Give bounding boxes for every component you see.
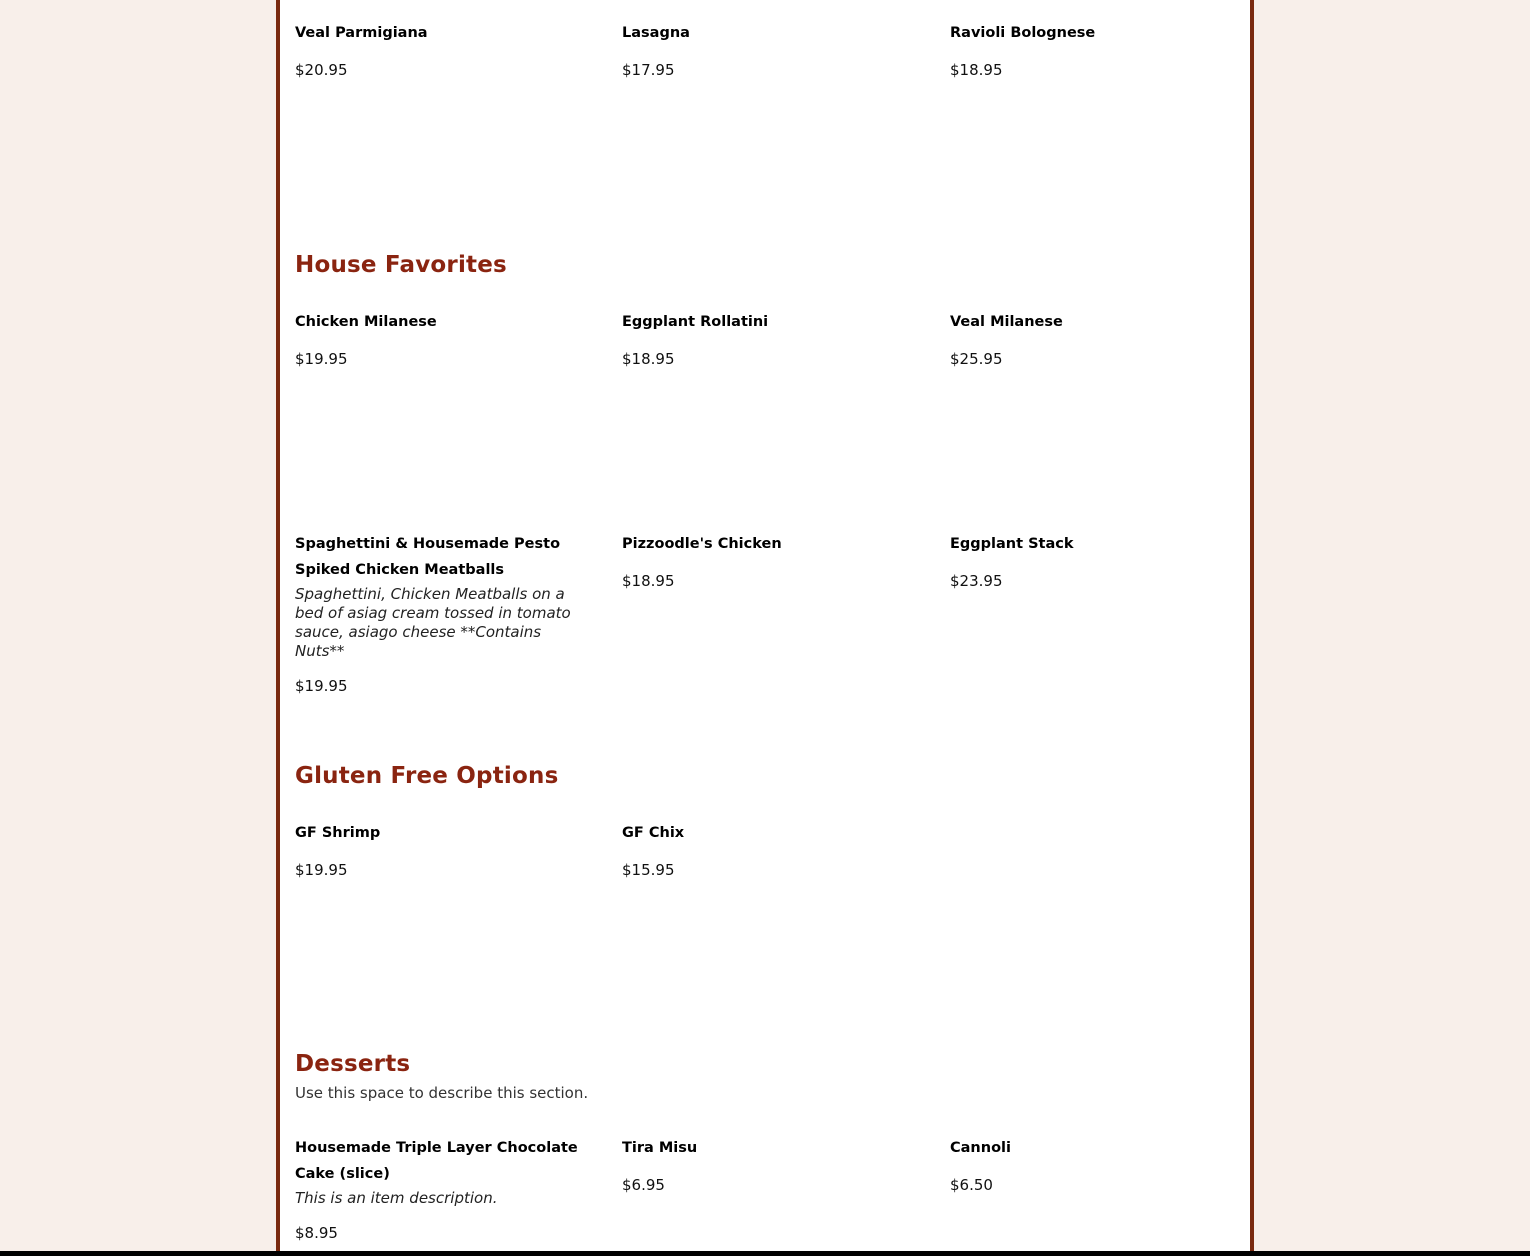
menu-item — [622, 1135, 912, 1195]
item-price: $18.95 — [950, 61, 1003, 79]
item-price: $19.95 — [295, 350, 348, 368]
item-name: Cannoli — [950, 1140, 1011, 1156]
section-title-gluten-free: Gluten Free Options — [295, 763, 559, 789]
item-name: GF Chix — [622, 825, 685, 841]
bottom-edge-bar — [0, 1251, 1530, 1256]
section-title-desserts: Desserts — [295, 1051, 411, 1077]
item-name: Tira Misu — [622, 1140, 698, 1156]
item-name: Chicken Milanese — [295, 314, 437, 330]
menu-item — [295, 1135, 585, 1243]
item-price: $15.95 — [622, 861, 675, 879]
item-name: Eggplant Rollatini — [622, 314, 769, 330]
item-price: $19.95 — [295, 861, 348, 879]
item-description: Spaghettini, Chicken Meatballs on a bed of asiag cream tossed in tomato sauce, asiago cheese **Contains Nuts** — [295, 585, 571, 660]
menu-item — [622, 20, 912, 80]
item-name: Veal Parmigiana — [295, 25, 428, 41]
item-price: $20.95 — [295, 61, 348, 79]
item-price: $19.95 — [295, 677, 348, 695]
item-price: $6.50 — [950, 1176, 993, 1194]
item-name: Veal Milanese — [950, 314, 1063, 330]
item-price: $8.95 — [295, 1224, 338, 1242]
menu-item — [295, 820, 585, 880]
menu-item — [295, 20, 585, 80]
item-name: Housemade Triple Layer Chocolate Cake (slice) — [295, 1140, 578, 1182]
menu-item — [950, 20, 1240, 80]
item-price: $18.95 — [622, 350, 675, 368]
menu-item — [622, 531, 912, 591]
item-price: $25.95 — [950, 350, 1003, 368]
section-title-house-favorites: House Favorites — [295, 252, 507, 278]
section-description: Use this space to describe this section. — [295, 1084, 589, 1102]
item-price: $6.95 — [622, 1176, 665, 1194]
menu-item — [950, 1135, 1240, 1195]
menu-item — [295, 309, 585, 369]
item-name: Lasagna — [622, 25, 690, 41]
item-name: Eggplant Stack — [950, 536, 1074, 552]
item-price: $18.95 — [622, 572, 675, 590]
item-description: This is an item description. — [295, 1189, 498, 1207]
item-price: $17.95 — [622, 61, 675, 79]
menu-item — [295, 531, 585, 696]
menu-item — [622, 309, 912, 369]
item-name: Spaghettini & Housemade Pesto Spiked Chicken Meatballs — [295, 536, 561, 578]
menu-item — [622, 820, 912, 880]
item-price: $23.95 — [950, 572, 1003, 590]
item-name: Pizzoodle's Chicken — [622, 536, 782, 552]
menu-item — [950, 531, 1240, 591]
item-name: GF Shrimp — [295, 825, 381, 841]
item-name: Ravioli Bolognese — [950, 25, 1096, 41]
menu-item — [950, 309, 1240, 369]
